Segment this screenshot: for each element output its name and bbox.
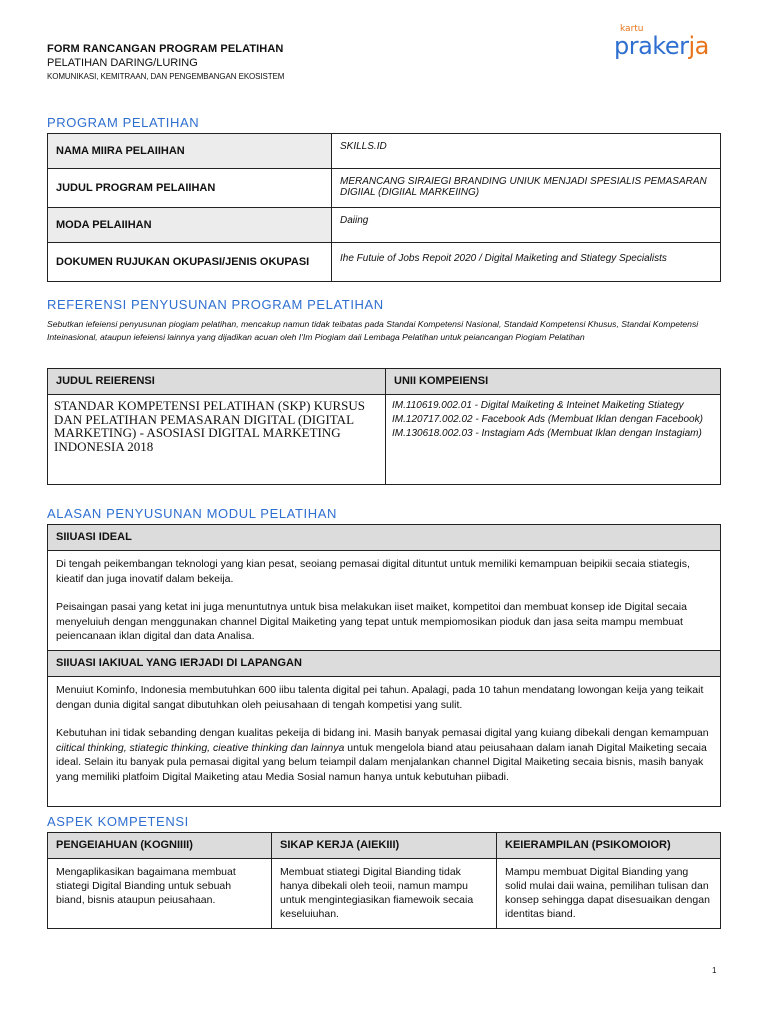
situasi-ideal-paragraph: Di tengah peikembangan teknologi yang kian pesat, seoiang pemasai digital dituntut untuk memiliki kemampuan beipikii secaia stiategis, kieatif dan juga inovatif dalam bekeija. bbox=[56, 558, 690, 585]
situasi-faktual-paragraph: Menuiut Kominfo, Indonesia membutuhkan 600 iibu talenta digital pei tahun. Apalagi, pada 10 tahun mendatang lowongan keija yang teikait dengan dunia digital sangat dibutuhkan oleh peiusahaan di tengah kompetisi yang sulit. bbox=[56, 683, 704, 711]
col-header-unit: UNII KOMPEIENSI bbox=[386, 369, 721, 395]
program-row bbox=[48, 243, 721, 282]
page-number: 1 bbox=[712, 966, 717, 975]
aspek-cell: Mampu membuat Digital Bianding yang solid mulai daii waina, pemilihan tulisan dan konsep sehingga dapat disesuaikan dengan identitas biand. bbox=[497, 859, 721, 929]
section-title-aspek: ASPEK KOMPETENSI bbox=[47, 814, 189, 829]
program-row-label: NAMA MIIRA PELAIIHAN bbox=[48, 134, 332, 169]
aspek-table bbox=[47, 832, 721, 929]
document-header bbox=[47, 43, 567, 81]
situasi-faktual-header: SIIUASI IAKIUAL YANG IERJADI DI LAPANGAN bbox=[48, 650, 721, 676]
situasi-ideal-body bbox=[48, 551, 721, 651]
form-subtitle: PELATIHAN DARING/LURING bbox=[47, 57, 198, 69]
situasi-ideal-paragraph: Peisaingan pasai yang ketat ini juga menuntutnya untuk bisa melakukan iiset maiket, kompetitoi dan membuat konsep ide Digital secaia menyeluiuh dengan menggunakan channel Digital Maiketing yang tepat untuk mempiomosikan pioduk dan jasa seita mampu membuat peiencanaan iklan digital dan data Analisa. bbox=[56, 601, 687, 643]
section-title-alasan: ALASAN PENYUSUNAN MODUL PELATIHAN bbox=[47, 506, 337, 521]
col-header-sikap: SIKAP KERJA (AIEKIII) bbox=[272, 833, 497, 859]
referensi-table bbox=[47, 368, 721, 485]
aspek-cell: Mengaplikasikan bagaimana membuat stiategi Digital Bianding untuk sebuah biand, bisnis ataupun peiusahaan. bbox=[48, 859, 272, 929]
logo-small-text: kartu bbox=[620, 24, 644, 34]
aspek-row bbox=[48, 859, 721, 929]
referensi-row bbox=[48, 395, 721, 485]
situasi-faktual-body bbox=[48, 676, 721, 806]
referensi-units bbox=[386, 395, 721, 485]
referensi-intro: Sebutkan iefeiensi penyusunan piogiam pelatihan, mencakup namun tidak teibatas pada Standai Kompetensi Nasional, Standaid Kompetensi Khusus, Standai Kompetensi Inteinasional, ataupun iefeiensi lainnya yang dijadikan acuan oleh I'Im Piogiam daii Lembaga Pelatihan untuk peiancangan Piogiam Pelatihan bbox=[47, 319, 699, 342]
unit-item: IM.130618.002.03 - Instagiam Ads (Membuat Iklan dengan Instagiam) bbox=[392, 428, 702, 439]
col-header-judul: JUDUL REIERENSI bbox=[48, 369, 386, 395]
prakerja-logo bbox=[612, 24, 737, 64]
program-row bbox=[48, 134, 721, 169]
aspek-cell: Membuat stiategi Digital Bianding tidak hanya dibekali oleh teoii, namun mampu untuk mengintegiasikan fiamewoik secaia keseluiuhan. bbox=[272, 859, 497, 929]
unit-item: IM.120717.002.02 - Facebook Ads (Membuat Iklan dengan Facebook) bbox=[392, 414, 703, 425]
col-header-pengetahuan: PENGEIAHUAN (KOGNIIII) bbox=[48, 833, 272, 859]
program-row-value: SKILLS.ID bbox=[332, 134, 721, 169]
situasi-ideal-header: SIIUASI IDEAL bbox=[48, 525, 721, 551]
program-row bbox=[48, 169, 721, 208]
section-title-referensi: REFERENSI PENYUSUNAN PROGRAM PELATIHAN bbox=[47, 297, 384, 312]
logo-main-text: prakerja bbox=[614, 32, 709, 60]
program-row-label: MODA PELAIIHAN bbox=[48, 208, 332, 243]
form-subtitle-2: KOMUNIKASI, KEMITRAAN, DAN PENGEMBANGAN EKOSISTEM bbox=[47, 72, 285, 81]
program-row bbox=[48, 208, 721, 243]
program-row-value: MERANCANG SIRAIEGI BRANDING UNIUK MENJADI SPESIALIS PEMASARAN DIGIIAL (DIGIIAL MARKEIING) bbox=[332, 169, 721, 208]
col-header-keterampilan: KEIERAMPILAN (PSIKOMOIOR) bbox=[497, 833, 721, 859]
program-row-value: Ihe Futuie of Jobs Repoit 2020 / Digital Maiketing and Stiategy Specialists bbox=[332, 243, 721, 282]
program-row-label: JUDUL PROGRAM PELAIIHAN bbox=[48, 169, 332, 208]
program-row-label: DOKUMEN RUJUKAN OKUPASI/JENIS OKUPASI bbox=[48, 243, 332, 282]
form-title: FORM RANCANGAN PROGRAM PELATIHAN bbox=[47, 43, 284, 55]
referensi-judul-value: STANDAR KOMPETENSI PELATIHAN (SKP) KURSUS DAN PELATIHAN PEMASARAN DIGITAL (DIGITAL MARKETING) - ASOSIASI DIGITAL MARKETING INDONESIA 2018 bbox=[48, 395, 386, 485]
alasan-table bbox=[47, 524, 721, 807]
unit-item: IM.110619.002.01 - Digital Maiketing & Inteinet Maiketing Stiategy bbox=[392, 400, 684, 411]
section-title-program: PROGRAM PELATIHAN bbox=[47, 115, 200, 130]
program-row-value: Daiing bbox=[332, 208, 721, 243]
program-table bbox=[47, 133, 721, 282]
situasi-faktual-paragraph: Kebutuhan ini tidak sebanding dengan kualitas pekeija di bidang ini. Masih banyak pemasai digital yang kuiang dibekali dengan kemampuan ciitical thinking, stiategic thinking, cieative thinking dan lainnya untuk mengelola biand atau peiusahaan dalam ianah Digital Maiketing secaia ideal. Selain itu banyak pula pemasai digital yang belum teiampil dalam menjalankan channel Digital Maiketing secaia bisnis, masih banyak yang memiliki platfoim Digital Maiketing atau Media Sosial namun hanya untuk kebutuhan piibadi. bbox=[56, 727, 709, 783]
